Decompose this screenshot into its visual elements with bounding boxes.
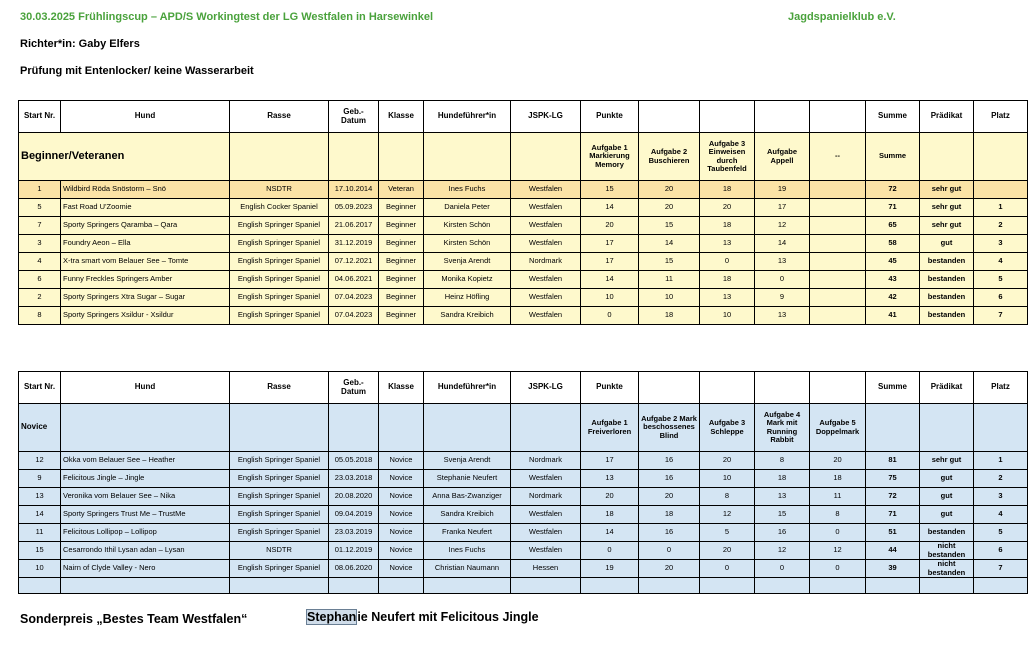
col-start: Start Nr. [19, 101, 61, 133]
task1-cell: 17 [581, 235, 639, 253]
col-empty [810, 101, 866, 133]
rating-cell: bestanden [920, 271, 974, 289]
place-cell: 6 [974, 289, 1028, 307]
task5-cell [810, 289, 866, 307]
task3-cell: 18 [700, 217, 755, 235]
task4-cell: 0 [755, 560, 810, 578]
sum-cell: 51 [866, 524, 920, 542]
task1-cell: 10 [581, 289, 639, 307]
col-empty [755, 372, 810, 404]
class-cell: Novice [379, 524, 424, 542]
rating-cell: bestanden [920, 524, 974, 542]
rating-cell: sehr gut [920, 452, 974, 470]
handler-cell: Heinz Höfling [424, 289, 511, 307]
task2-cell: 20 [639, 199, 700, 217]
task3-cell: 10 [700, 470, 755, 488]
dog-cell: Sporty Springers Qaramba – Qara [61, 217, 230, 235]
breed-cell: English Springer Spaniel [230, 253, 329, 271]
lg-cell: Westfalen [511, 217, 581, 235]
task5-cell [810, 235, 866, 253]
col-breed: Rasse [230, 372, 329, 404]
handler-cell: Ines Fuchs [424, 542, 511, 560]
task4-cell: 13 [755, 307, 810, 325]
class-cell: Beginner [379, 235, 424, 253]
col-points: Punkte [581, 101, 639, 133]
dog-cell: Cesarrondo Ithil Lysan adan – Lysan [61, 542, 230, 560]
dog-cell: Sporty Springers Trust Me – TrustMe [61, 506, 230, 524]
group-row [19, 404, 1028, 452]
col-empty [639, 101, 700, 133]
class-cell: Beginner [379, 217, 424, 235]
lg-cell: Westfalen [511, 289, 581, 307]
lg-cell: Westfalen [511, 199, 581, 217]
table-row [19, 271, 1028, 289]
col-breed: Rasse [230, 101, 329, 133]
col-sum: Summe [866, 101, 920, 133]
handler-cell: Ines Fuchs [424, 181, 511, 199]
task3-cell: 12 [700, 506, 755, 524]
handler-cell: Kirsten Schön [424, 235, 511, 253]
breed-cell: NSDTR [230, 542, 329, 560]
table-row-empty [19, 578, 1028, 594]
task4-cell: 14 [755, 235, 810, 253]
task4-cell: 15 [755, 506, 810, 524]
task5-cell [810, 181, 866, 199]
task-label: Aufgabe 3 Einweisen durch Taubenfeld [700, 133, 755, 181]
table-row [19, 506, 1028, 524]
table-row [19, 470, 1028, 488]
start-nr-cell: 1 [19, 181, 61, 199]
class-cell: Novice [379, 542, 424, 560]
dog-cell: Sporty Springers Xsildur - Xsildur [61, 307, 230, 325]
group-row [19, 133, 1028, 181]
place-cell: 3 [974, 488, 1028, 506]
task4-cell: 12 [755, 217, 810, 235]
task3-cell: 5 [700, 524, 755, 542]
lg-cell: Hessen [511, 560, 581, 578]
handler-cell: Daniela Peter [424, 199, 511, 217]
task2-cell: 16 [639, 470, 700, 488]
table-row [19, 560, 1028, 578]
breed-cell: English Springer Spaniel [230, 307, 329, 325]
dob-cell: 05.09.2023 [329, 199, 379, 217]
table-row [19, 253, 1028, 271]
rating-cell: gut [920, 470, 974, 488]
rating-cell: bestanden [920, 307, 974, 325]
class-cell: Beginner [379, 289, 424, 307]
breed-cell: English Springer Spaniel [230, 524, 329, 542]
task1-cell: 14 [581, 271, 639, 289]
sum-cell: 75 [866, 470, 920, 488]
dog-cell: Okka vom Belauer See – Heather [61, 452, 230, 470]
breed-cell: English Springer Spaniel [230, 470, 329, 488]
task3-cell: 13 [700, 235, 755, 253]
table-row [19, 307, 1028, 325]
task4-cell: 17 [755, 199, 810, 217]
handler-cell: Monika Kopietz [424, 271, 511, 289]
place-cell: 2 [974, 470, 1028, 488]
results-table-novice [18, 371, 1028, 594]
special-prize-label: Sonderpreis „Bestes Team Westfalen“ [20, 612, 248, 626]
col-dob: Geb.- Datum [329, 372, 379, 404]
sum-cell: 72 [866, 488, 920, 506]
dob-cell: 23.03.2019 [329, 524, 379, 542]
place-cell: 4 [974, 506, 1028, 524]
dog-cell: Wildbird Röda Snöstorm – Snö [61, 181, 230, 199]
start-nr-cell: 4 [19, 253, 61, 271]
lg-cell: Nordmark [511, 253, 581, 271]
task-label: Aufgabe 2 Buschieren [639, 133, 700, 181]
rating-cell: sehr gut [920, 199, 974, 217]
dob-cell: 17.10.2014 [329, 181, 379, 199]
sum-label: Summe [866, 133, 920, 181]
col-empty [810, 372, 866, 404]
breed-cell: English Springer Spaniel [230, 217, 329, 235]
task2-cell: 11 [639, 271, 700, 289]
task4-cell: 19 [755, 181, 810, 199]
class-cell: Beginner [379, 271, 424, 289]
task1-cell: 17 [581, 253, 639, 271]
place-cell: 4 [974, 253, 1028, 271]
task5-cell [810, 199, 866, 217]
dob-cell: 31.12.2019 [329, 235, 379, 253]
task-label: Aufgabe 1 Markierung Memory [581, 133, 639, 181]
exam-line: Prüfung mit Entenlocker/ keine Wasserarbeit [20, 65, 254, 77]
task2-cell: 0 [639, 542, 700, 560]
task4-cell: 8 [755, 452, 810, 470]
task1-cell: 14 [581, 199, 639, 217]
handler-cell: Franka Neufert [424, 524, 511, 542]
dog-cell: Felicitous Jingle – Jingle [61, 470, 230, 488]
task4-cell: 0 [755, 271, 810, 289]
breed-cell: English Springer Spaniel [230, 271, 329, 289]
rating-cell: gut [920, 235, 974, 253]
task3-cell: 13 [700, 289, 755, 307]
col-dob: Geb.- Datum [329, 101, 379, 133]
dog-cell: Sporty Springers Xtra Sugar – Sugar [61, 289, 230, 307]
col-class: Klasse [379, 101, 424, 133]
col-place: Platz [974, 372, 1028, 404]
sum-cell: 72 [866, 181, 920, 199]
task1-cell: 0 [581, 542, 639, 560]
task1-cell: 0 [581, 307, 639, 325]
dog-cell: Felicitous Lollipop – Lollipop [61, 524, 230, 542]
task4-cell: 13 [755, 488, 810, 506]
task-label: Aufgabe 4 Mark mit Running Rabbit [755, 404, 810, 452]
class-cell: Novice [379, 470, 424, 488]
place-cell: 7 [974, 560, 1028, 578]
lg-cell: Nordmark [511, 452, 581, 470]
breed-cell: English Springer Spaniel [230, 289, 329, 307]
place-cell: 7 [974, 307, 1028, 325]
lg-cell: Westfalen [511, 524, 581, 542]
start-nr-cell: 15 [19, 542, 61, 560]
start-nr-cell: 11 [19, 524, 61, 542]
task3-cell: 20 [700, 199, 755, 217]
breed-cell: English Springer Spaniel [230, 452, 329, 470]
sum-cell: 41 [866, 307, 920, 325]
table-row [19, 524, 1028, 542]
rating-cell: bestanden [920, 289, 974, 307]
start-nr-cell: 14 [19, 506, 61, 524]
task-label: Aufgabe 3 Schleppe [700, 404, 755, 452]
place-cell: 3 [974, 235, 1028, 253]
dob-cell: 20.08.2020 [329, 488, 379, 506]
sum-cell: 81 [866, 452, 920, 470]
task2-cell: 10 [639, 289, 700, 307]
dob-cell: 21.06.2017 [329, 217, 379, 235]
col-lg: JSPK-LG [511, 372, 581, 404]
sum-cell: 71 [866, 199, 920, 217]
dob-cell: 07.12.2021 [329, 253, 379, 271]
task4-cell: 9 [755, 289, 810, 307]
lg-cell: Westfalen [511, 271, 581, 289]
task3-cell: 10 [700, 307, 755, 325]
col-dog: Hund [61, 101, 230, 133]
task5-cell [810, 253, 866, 271]
col-dog: Hund [61, 372, 230, 404]
task5-cell: 0 [810, 524, 866, 542]
sum-cell: 39 [866, 560, 920, 578]
place-cell: 5 [974, 271, 1028, 289]
dog-cell: Fast Road U'Zoomie [61, 199, 230, 217]
rating-cell: gut [920, 506, 974, 524]
sum-cell: 45 [866, 253, 920, 271]
class-cell: Novice [379, 506, 424, 524]
task1-cell: 20 [581, 217, 639, 235]
table-row [19, 542, 1028, 560]
rating-cell: nicht bestanden [920, 542, 974, 560]
header-row [19, 101, 1028, 133]
task3-cell: 0 [700, 253, 755, 271]
start-nr-cell: 6 [19, 271, 61, 289]
winner-text: ie Neufert mit Felicitous Jingle [357, 610, 539, 624]
class-cell: Beginner [379, 307, 424, 325]
table-row [19, 217, 1028, 235]
sum-cell: 58 [866, 235, 920, 253]
place-cell: 5 [974, 524, 1028, 542]
results-table-beginner [18, 100, 1028, 325]
col-empty [700, 372, 755, 404]
dob-cell: 05.05.2018 [329, 452, 379, 470]
task2-cell: 14 [639, 235, 700, 253]
header-row [19, 372, 1028, 404]
club-name: Jagdspanielklub e.V. [788, 11, 896, 23]
task2-cell: 15 [639, 217, 700, 235]
col-empty [639, 372, 700, 404]
task1-cell: 20 [581, 488, 639, 506]
lg-cell: Westfalen [511, 542, 581, 560]
col-start: Start Nr. [19, 372, 61, 404]
task2-cell: 20 [639, 560, 700, 578]
start-nr-cell: 12 [19, 452, 61, 470]
sum-cell: 44 [866, 542, 920, 560]
handler-cell: Svenja Arendt [424, 452, 511, 470]
rating-cell: sehr gut [920, 181, 974, 199]
task5-cell: 11 [810, 488, 866, 506]
col-lg: JSPK-LG [511, 101, 581, 133]
task3-cell: 20 [700, 452, 755, 470]
dog-cell: Funny Freckles Springers Amber [61, 271, 230, 289]
task4-cell: 16 [755, 524, 810, 542]
dob-cell: 23.03.2018 [329, 470, 379, 488]
handler-cell: Sandra Kreibich [424, 307, 511, 325]
task2-cell: 16 [639, 524, 700, 542]
task-label: Aufgabe 1 Freiverloren [581, 404, 639, 452]
task5-cell: 20 [810, 452, 866, 470]
class-cell: Novice [379, 488, 424, 506]
task2-cell: 16 [639, 452, 700, 470]
task5-cell: 12 [810, 542, 866, 560]
col-points: Punkte [581, 372, 639, 404]
table-row [19, 452, 1028, 470]
task-label: -- [810, 133, 866, 181]
start-nr-cell: 5 [19, 199, 61, 217]
sum-cell: 42 [866, 289, 920, 307]
table-row [19, 289, 1028, 307]
col-handler: Hundeführer*in [424, 101, 511, 133]
task5-cell [810, 307, 866, 325]
breed-cell: English Cocker Spaniel [230, 199, 329, 217]
handler-cell: Anna Bas-Zwanziger [424, 488, 511, 506]
task3-cell: 8 [700, 488, 755, 506]
breed-cell: English Springer Spaniel [230, 560, 329, 578]
start-nr-cell: 3 [19, 235, 61, 253]
place-cell: 2 [974, 217, 1028, 235]
event-title: 30.03.2025 Frühlingscup – APD/S Workingtest der LG Westfalen in Harsewinkel [20, 11, 434, 23]
class-cell: Novice [379, 452, 424, 470]
task-label: Aufgabe Appell [755, 133, 810, 181]
lg-cell: Westfalen [511, 506, 581, 524]
task2-cell: 15 [639, 253, 700, 271]
breed-cell: English Springer Spaniel [230, 506, 329, 524]
dob-cell: 07.04.2023 [329, 307, 379, 325]
task-label: Aufgabe 2 Mark beschossenes Blind [639, 404, 700, 452]
dog-cell: Veronika vom Belauer See – Nika [61, 488, 230, 506]
col-rating: Prädikat [920, 101, 974, 133]
task-label: Aufgabe 5 Doppelmark [810, 404, 866, 452]
task2-cell: 20 [639, 488, 700, 506]
lg-cell: Nordmark [511, 488, 581, 506]
special-prize-winner [306, 610, 539, 624]
rating-cell: nicht bestanden [920, 560, 974, 578]
start-nr-cell: 13 [19, 488, 61, 506]
table-row [19, 199, 1028, 217]
task1-cell: 18 [581, 506, 639, 524]
handler-cell: Sandra Kreibich [424, 506, 511, 524]
dog-cell: Foundry Aeon – Ella [61, 235, 230, 253]
lg-cell: Westfalen [511, 235, 581, 253]
task5-cell [810, 271, 866, 289]
place-cell: 6 [974, 542, 1028, 560]
task5-cell [810, 217, 866, 235]
lg-cell: Westfalen [511, 307, 581, 325]
task5-cell: 18 [810, 470, 866, 488]
class-cell: Beginner [379, 253, 424, 271]
start-nr-cell: 8 [19, 307, 61, 325]
task3-cell: 18 [700, 181, 755, 199]
dob-cell: 09.04.2019 [329, 506, 379, 524]
handler-cell: Svenja Arendt [424, 253, 511, 271]
rating-cell: bestanden [920, 253, 974, 271]
task2-cell: 20 [639, 181, 700, 199]
table-row [19, 235, 1028, 253]
breed-cell: English Springer Spaniel [230, 488, 329, 506]
sum-cell: 65 [866, 217, 920, 235]
task1-cell: 19 [581, 560, 639, 578]
class-cell: Veteran [379, 181, 424, 199]
sum-cell: 71 [866, 506, 920, 524]
col-sum: Summe [866, 372, 920, 404]
task2-cell: 18 [639, 506, 700, 524]
breed-cell: English Springer Spaniel [230, 235, 329, 253]
col-empty [755, 101, 810, 133]
rating-cell: sehr gut [920, 217, 974, 235]
task3-cell: 0 [700, 560, 755, 578]
lg-cell: Westfalen [511, 470, 581, 488]
dog-cell: Nairn of Clyde Valley - Nero [61, 560, 230, 578]
table-row [19, 181, 1028, 199]
place-cell: 1 [974, 199, 1028, 217]
text-selection[interactable]: Stephan [307, 610, 357, 624]
breed-cell: NSDTR [230, 181, 329, 199]
handler-cell: Kirsten Schön [424, 217, 511, 235]
dob-cell: 08.06.2020 [329, 560, 379, 578]
rating-cell: gut [920, 488, 974, 506]
col-rating: Prädikat [920, 372, 974, 404]
start-nr-cell: 9 [19, 470, 61, 488]
place-cell [974, 181, 1028, 199]
start-nr-cell: 2 [19, 289, 61, 307]
task2-cell: 18 [639, 307, 700, 325]
dob-cell: 04.06.2021 [329, 271, 379, 289]
class-cell: Novice [379, 560, 424, 578]
table-row [19, 488, 1028, 506]
task1-cell: 14 [581, 524, 639, 542]
class-cell: Beginner [379, 199, 424, 217]
task3-cell: 18 [700, 271, 755, 289]
col-empty [700, 101, 755, 133]
task1-cell: 17 [581, 452, 639, 470]
task4-cell: 13 [755, 253, 810, 271]
dob-cell: 07.04.2023 [329, 289, 379, 307]
dog-cell: X-tra smart vom Belauer See – Tomte [61, 253, 230, 271]
task3-cell: 20 [700, 542, 755, 560]
group-label: Novice [19, 404, 61, 452]
place-cell: 1 [974, 452, 1028, 470]
start-nr-cell: 7 [19, 217, 61, 235]
task5-cell: 8 [810, 506, 866, 524]
start-nr-cell: 10 [19, 560, 61, 578]
task4-cell: 12 [755, 542, 810, 560]
col-place: Platz [974, 101, 1028, 133]
judge-line: Richter*in: Gaby Elfers [20, 38, 140, 50]
task4-cell: 18 [755, 470, 810, 488]
handler-cell: Christian Naumann [424, 560, 511, 578]
dob-cell: 01.12.2019 [329, 542, 379, 560]
group-label: Beginner/Veteranen [19, 133, 230, 181]
col-handler: Hundeführer*in [424, 372, 511, 404]
lg-cell: Westfalen [511, 181, 581, 199]
handler-cell: Stephanie Neufert [424, 470, 511, 488]
sum-cell: 43 [866, 271, 920, 289]
task5-cell: 0 [810, 560, 866, 578]
task1-cell: 13 [581, 470, 639, 488]
col-class: Klasse [379, 372, 424, 404]
task1-cell: 15 [581, 181, 639, 199]
